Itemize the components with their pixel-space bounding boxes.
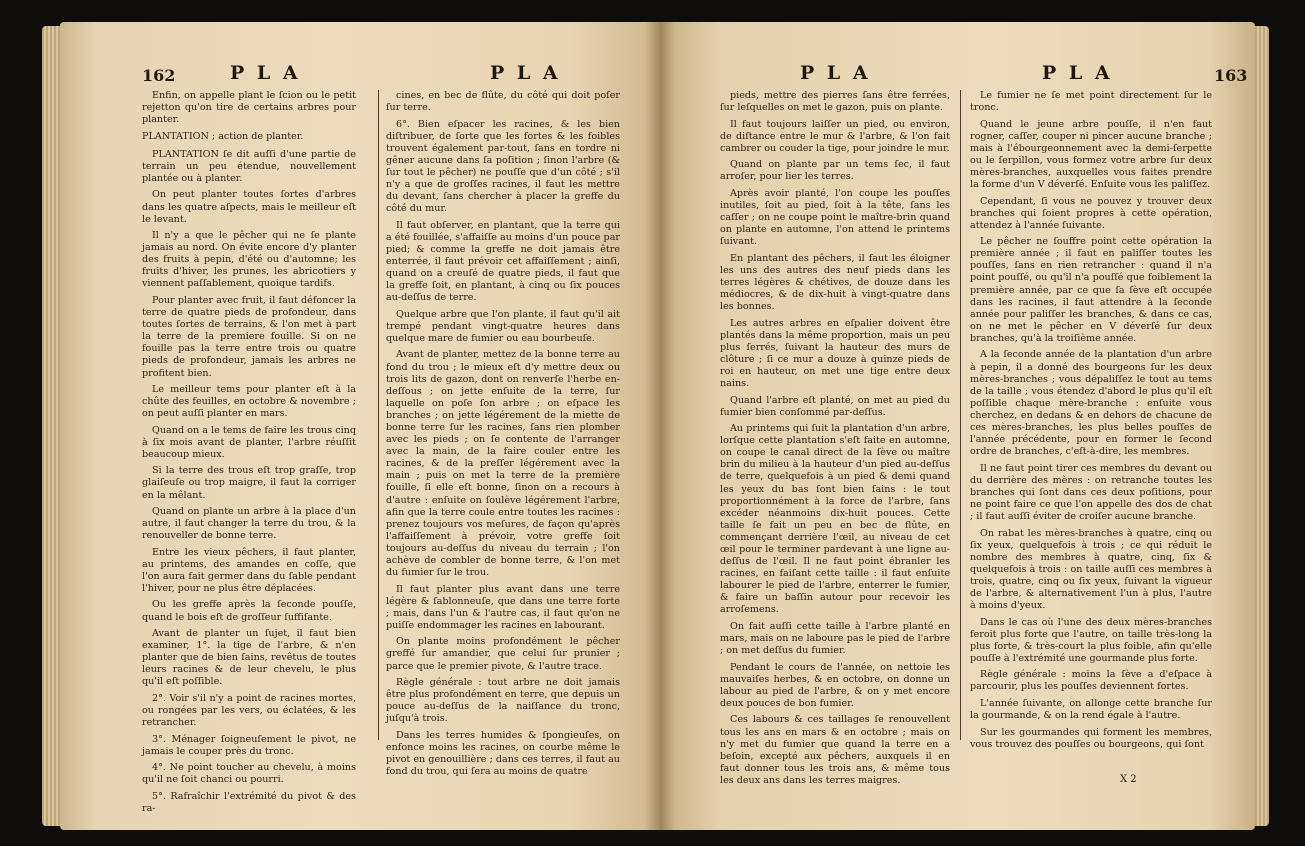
page-number-left: 162 (142, 66, 176, 85)
paragraph: cines, en bec de flûte, du côté qui doit poſer ſur terre. (386, 90, 620, 114)
paragraph: Quand le jeune arbre pouſſe, il n'en faut rogner, caſſer, couper ni pincer aucune branche ; mais à l'ébourgeonnement avec la demi-ſerpette ou le ſerpillon, vous formez votre arbre ſur deux mères-branches, auxquelles vous faites prendre la forme d'un V déverſé. Enſuite vous les paliſſez. (970, 118, 1212, 191)
paragraph: Après avoir planté, l'on coupe les pouſſes inutiles, ſoit au pied, ſoit à la tête, ſans les caſſer ; on ne coupe point le maître-brin quand on plante en automne, l'on attend le printems ſuivant. (720, 187, 950, 248)
paragraph: Sur les gourmandes qui forment les membres, vous trouvez des pouſſes ou bourgeons, qui ſont (970, 726, 1212, 750)
paragraph: Il n'y a que le pêcher qui ne ſe plante jamais au nord. On évite encore d'y planter des fruits à pepin, d'été ou d'automne; les fruits d'hiver, les prunes, les abricotiers y viennent paſſablement, quoique tardifs. (142, 230, 356, 290)
column-rule (378, 90, 379, 740)
right-header-col1: P L A (800, 62, 871, 84)
paragraph: Le fumier ne ſe met point directement ſur le tronc. (970, 90, 1212, 114)
paragraph: Quand on a le tems de faire les trous cinq à ſix mois avant de planter, l'arbre réuſſit beaucoup mieux. (142, 424, 356, 460)
column-rule (960, 90, 961, 740)
book-gutter (645, 22, 675, 830)
open-book (60, 22, 1255, 830)
paragraph: Dans le cas où l'une des deux mères-branches feroit plus forte que l'autre, on taille très-long la plus forte, & très-court la plus foible, afin qu'elle pouſſe à l'extrémité une gourmande plus forte. (970, 616, 1212, 664)
paragraph: Les autres arbres en eſpalier doivent être plantés dans la même proportion, mais un peu plus ſerrés, ſuivant la hauteur des murs de clôture ; ſi ce mur a douze à quinze pieds de roi en hauteur, on met une tige entre deux nains. (720, 317, 950, 390)
paragraph: Le pêcher ne ſouffre point cette opération la première année ; il faut en paliſſer toutes les pouſſes, ſans en rien retrancher : quand il n'a point pouſſé, ou qu'il n'a pouſſé que foiblement la première année, par ce que ſa ſève eſt occupée dans les racines, il faut attendre à la ſeconde année pour paliſſer les branches, & dans ce cas, on ne met le pêcher en V déverſé ſur deux branches, qu'à la troiſième année. (970, 236, 1212, 344)
right-column-2 (970, 90, 1212, 755)
paragraph: Cependant, ſi vous ne pouvez y trouver deux branches qui ſoient propres à cette opération, attendez à l'année ſuivante. (970, 195, 1212, 231)
paragraph: PLANTATION ; action de planter. (142, 130, 304, 142)
left-page-header (60, 62, 660, 88)
paragraph: Dans les terres humides & ſpongieuſes, on enfonce moins les racines, on courbe même le pivot en genouillière ; dans ces terres, il faut au fond du trou, qui ſera au moins de quatre (386, 729, 620, 778)
paragraph: 5°. Rafraîchir l'extrémité du pivot & des ra- (142, 790, 356, 814)
left-header-col1: P L A (230, 62, 301, 84)
paragraph: Enfin, on appelle plant le ſcion ou le petit rejetton qu'on tire de certains arbres pour planter. (142, 90, 356, 126)
right-column-1 (720, 90, 950, 791)
left-page (60, 22, 660, 830)
paragraph: Si la terre des trous eſt trop graſſe, trop glaiſeuſe ou trop maigre, il faut la corriger en la mêlant. (142, 465, 356, 501)
paragraph: 3°. Ménager ſoigneuſement le pivot, ne jamais le couper près du tronc. (142, 733, 356, 757)
paragraph: Quand l'arbre eſt planté, on met au pied du fumier bien conſommé par-deſſus. (720, 394, 950, 418)
paragraph: pieds, mettre des pierres ſans être ferrées, ſur leſquelles on met le gazon, puis on plante. (720, 90, 950, 114)
left-column-1 (142, 90, 356, 819)
right-page-header (660, 62, 1255, 88)
paragraph: Avant de planter, mettez de la bonne terre au fond du trou ; le mieux eſt d'y mettre deux ou trois lits de gazon, dont on renverſe l'herbe en-deſſous ; on jette enſuite de la terre, ſur laquelle on poſe ſon arbre ; on eſpace les branches ; on jette légérement de la miette de bonne terre ſur les racines, ſans rien plomber avec les pieds ; on ſe contente de l'arranger avec la main, de la faire couler entre les racines, & de la preſſer légérement avec la main ; puis on met la terre de la première fouille, ſi elle eſt bonne, ſinon on a recours à d'autre : enſuite on ſoulève légérement l'arbre, afin que la terre coule entre toutes les racines : prenez toujours vos meſures, de façon qu'après l'affaiſſement à prévoir, votre greffe ſoit toujours au-deſſus du niveau du terrain ; l'on achève de combler de bonne terre, & l'on met du fumier ſur le trou. (386, 349, 620, 579)
paragraph: Règle générale : moins la ſève a d'eſpace à parcourir, plus les pouſſes deviennent fortes. (970, 669, 1212, 693)
paragraph: On plante moins profondément le pêcher greffé ſur amandier, que celui ſur prunier ; parce que le premier pivote, & l'autre trace. (386, 636, 620, 672)
right-page (660, 22, 1255, 830)
paragraph: Il faut toujours laiſſer un pied, ou environ, de diſtance entre le mur & l'arbre, & l'on fait cambrer ou couder la tige, pour joindre le mur. (720, 118, 950, 154)
paragraph: L'année ſuivante, on allonge cette branche ſur la gourmande, & on la rend égale à l'autre. (970, 697, 1212, 722)
paragraph: Ces labours & ces taillages ſe renouvellent tous les ans en mars & en octobre ; mais on n'y met du fumier que quand la terre en a beſoin, excepté aux pêchers, auxquels il en faut donner tous les trois ans, & même tous les deux ans dans les terres maigres. (720, 714, 950, 786)
paragraph: Pour planter avec fruit, il faut défoncer la terre de quatre pieds de profondeur, dans toutes ſortes de terrains, & l'on met à part la terre de la premiere fouille. Si on ne fouille pas la terre entre trois ou quatre pieds de profondeur, jamais les arbres ne profitent bien. (142, 294, 356, 379)
paragraph: Il ne faut point tirer ces membres du devant ou du derrière des mères : on retranche toutes les branches qui ſont dans ces deux poſitions, pour ne point faire ce que l'on appelle des dos de chat ; il faut auſſi éviter de croiſer aucune branche. (970, 462, 1212, 523)
paragraph: Le meilleur tems pour planter eſt à la chûte des feuilles, en octobre & novembre ; on peut auſſi planter en mars. (142, 384, 356, 420)
paragraph: Quand on plante par un tems ſec, il faut arroſer, pour lier les terres. (720, 159, 950, 183)
paragraph: Il faut obſerver, en plantant, que la terre qui a été fouillée, s'affaiſſe au moins d'un pouce par pied; & comme la greffe ne doit jamais être enterrée, il faut prévoir cet affaiſſement ; ainſi, quand on a creuſé de quatre pieds, il faut que la greffe ſoit, en plantant, à cinq ou ſix pouces au-deſſus de terre. (386, 219, 620, 304)
right-header-col2: P L A (1042, 62, 1113, 84)
page-number-right: 163 (1214, 66, 1248, 85)
paragraph: Règle générale : tout arbre ne doit jamais être plus profondément en terre, que depuis un pouce au-deſſus de la naiſſance du tronc, juſqu'à trois. (386, 677, 620, 725)
paragraph: Quand on plante un arbre à la place d'un autre, il faut changer la terre du trou, & la renouveller de bonne terre. (142, 506, 356, 542)
paragraph: PLANTATION ſe dit auſſi d'une partie de terrain un peu étendue, nouvellement plantée ou à planter. (142, 148, 356, 184)
paragraph: A la ſeconde année de la plantation d'un arbre à pepin, il a donné des bourgeons ſur les deux mères-branches ; vous dépaliſſez le tout au tems de la taille ; vous étendez d'abord le plus qu'il eſt poſſible chaque mère-branche : enſuite vous cherchez, en dedans & en dehors de chacune de ces mères-branches, les plus belles pouſſes de l'année précédente, pour en former le ſecond ordre de branches, c'eſt-à-dire, les membres. (970, 349, 1212, 458)
paragraph: Pendant le cours de l'année, on nettoie les mauvaiſes herbes, & en octobre, on donne un labour au pied de l'arbre, & on y met encore deux pouces de bon fumier. (720, 661, 950, 709)
signature-mark: X 2 (1120, 774, 1137, 785)
paragraph: Il faut planter plus avant dans une terre légère & ſablonneuſe, que dans une terre forte ; mais, dans l'un & l'autre cas, il faut qu'on ne puiſſe endommager les racines en labourant. (386, 583, 620, 631)
paragraph: On fait auſſi cette taille à l'arbre planté en mars, mais on ne laboure pas le pied de l'arbre ; on met deſſus du fumier. (720, 620, 950, 657)
paragraph: 6°. Bien eſpacer les racines, & les bien diſtribuer, de ſorte que les fortes & les foibles trouvent également par-tout, ſans en tordre ni gêner aucune dans ſa poſition ; ſinon l'arbre (& ſur tout le pêcher) ne pouſſe que d'un côté ; s'il n'y a que de groſſes racines, il faut les mettre du devant, ſans chercher à placer la greffe du côté du mur. (386, 118, 620, 215)
paragraph: Ou les greffe après la ſeconde pouſſe, quand le bois eſt de groſſeur ſuffiſante. (142, 599, 356, 623)
paragraph: On rabat les mères-branches à quatre, cinq ou ſix yeux, quelquefois à trois ; ce qui réduit le nombre des membres à quatre, cinq, ſix & quelquefois à trois : on taille auſſi ces membres à trois, quatre, cinq ou ſix yeux, ſuivant la vigueur de l'arbre, & alternativement l'un à plus, l'autre à moins d'yeux. (970, 527, 1212, 612)
paragraph: Avant de planter un ſujet, il faut bien examiner, 1°. la tige de l'arbre, & n'en planter que de bien ſains, revêtus de toutes leurs racines & de leur chevelu, le plus qu'il eſt poſſible. (142, 628, 356, 688)
left-header-col2: P L A (490, 62, 561, 84)
paragraph: Quelque arbre que l'on plante, il faut qu'il ait trempé pendant vingt-quatre heures dans quelque mare de fumier ou eau bourbeuſe. (386, 308, 620, 344)
paragraph: En plantant des pêchers, il faut les éloigner les uns des autres des neuf pieds dans les terres légères & chétives, de douze dans les médiocres, & de dix-huit à vingt-quatre dans les bonnes. (720, 252, 950, 313)
left-column-2 (386, 90, 620, 783)
paragraph: 2°. Voir s'il n'y a point de racines mortes, ou rongées par les vers, ou éclatées, & les retrancher. (142, 692, 356, 729)
paragraph: On peut planter toutes ſortes d'arbres dans les quatre aſpects, mais le meilleur eſt le levant. (142, 189, 356, 225)
paragraph: Entre les vieux pêchers, il faut planter, au printems, des amandes en coſſe, que l'on aura fait germer dans du ſable pendant l'hiver, pour ne plus être déplacées. (142, 546, 356, 594)
paragraph: 4°. Ne point toucher au chevelu, à moins qu'il ne ſoit chanci ou pourri. (142, 762, 356, 786)
paragraph: Au printems qui ſuit la plantation d'un arbre, lorſque cette plantation s'eſt faite en automne, on coupe le canal direct de la ſève ou maître brin du milieu à la hauteur d'un pied au-deſſus de terre, quelquefois à un pied & demi quand les yeux du bas ſont bien ſains : le tout proportionnément à la force de l'arbre, ſans excéder néanmoins dix-huit pouces. Cette taille ſe fait un peu en bec de flûte, en commençant derrière l'œil, au niveau de cet œil pour le terminer pardevant à une ligne au-deſſus de l'œil. Il ne faut point ébranler les racines, en faiſant cette taille : il faut enſuite labourer le pied de l'arbre, enterrer le fumier, & faire un baſſin autour pour recevoir les arroſemens. (720, 423, 950, 616)
